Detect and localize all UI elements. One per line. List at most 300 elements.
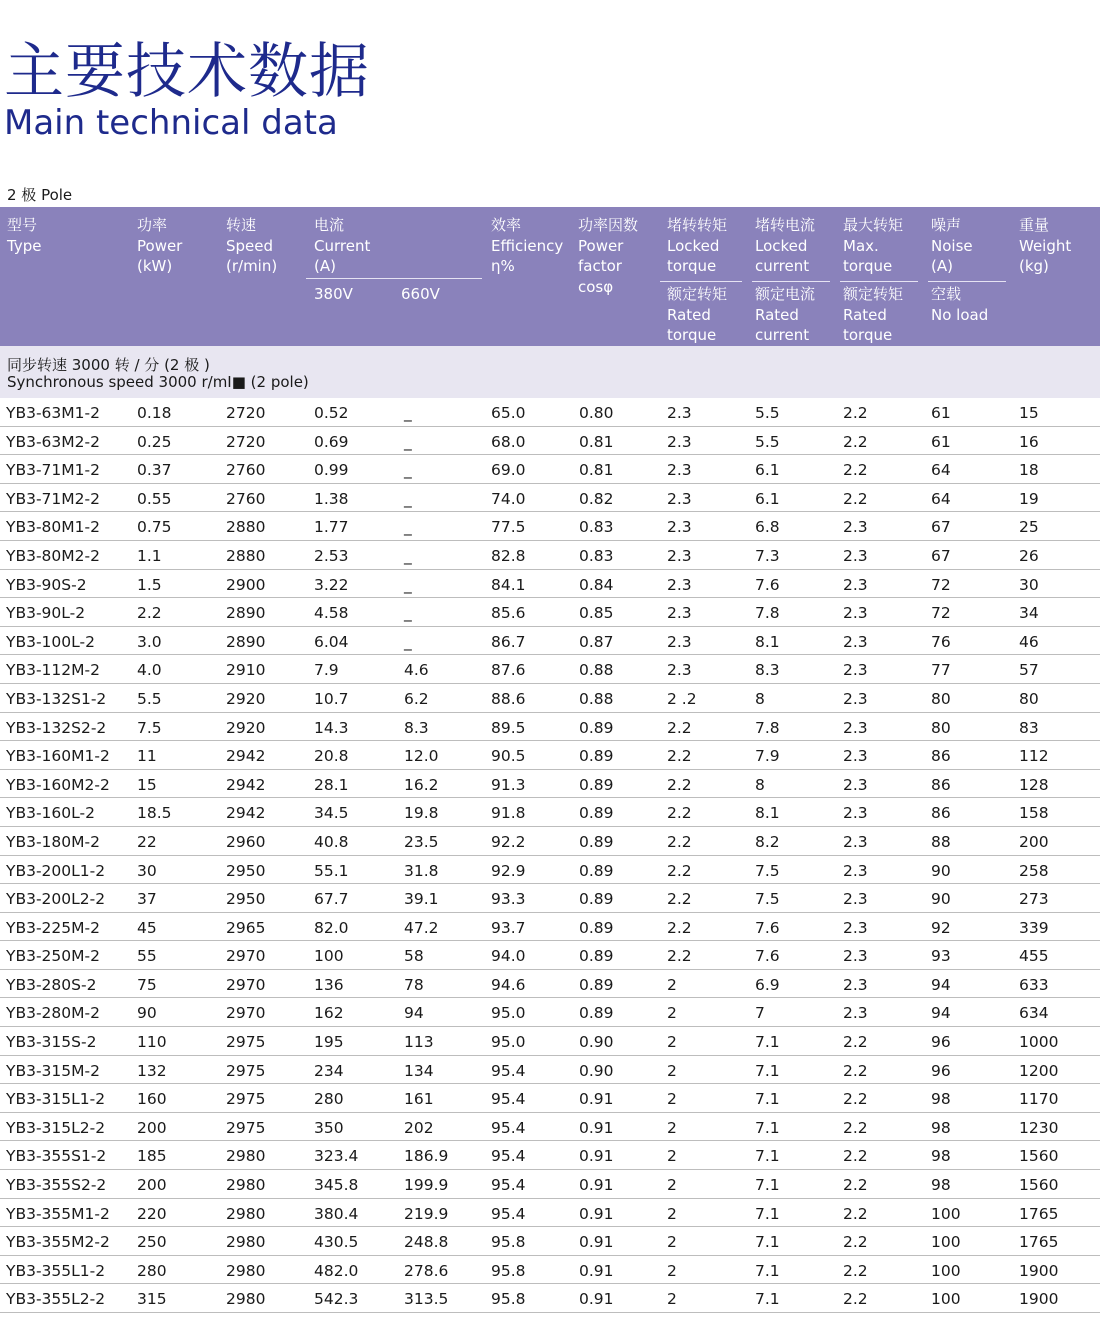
cell-model: YB3-250M-2 — [6, 947, 100, 966]
cell-current-380v: 345.8 — [314, 1176, 359, 1195]
cell-locked-current-ratio: 7.1 — [755, 1061, 780, 1080]
cell-model: YB3-315M-2 — [6, 1061, 100, 1080]
cell-locked-torque-ratio: 2 — [667, 975, 677, 994]
cell-power: 37 — [137, 890, 157, 909]
table-row — [0, 1027, 1100, 1056]
cell-locked-current-ratio: 7.5 — [755, 890, 780, 909]
cell-locked-current-ratio: 7.1 — [755, 1090, 780, 1109]
table-row — [0, 1170, 1100, 1199]
cell-noise: 100 — [931, 1261, 961, 1280]
cell-locked-torque-ratio: 2.3 — [667, 489, 692, 508]
cell-locked-current-ratio: 7.1 — [755, 1204, 780, 1223]
cell-current-660v: 23.5 — [404, 832, 439, 851]
cell-power: 3.0 — [137, 632, 162, 651]
current-divider — [306, 278, 482, 279]
cell-noise: 100 — [931, 1204, 961, 1223]
cell-current-380v: 323.4 — [314, 1147, 359, 1166]
cell-speed: 2980 — [226, 1233, 266, 1252]
cell-power: 280 — [137, 1261, 167, 1280]
cell-locked-current-ratio: 6.1 — [755, 489, 780, 508]
cell-efficiency: 95.4 — [491, 1090, 526, 1109]
cell-current-660v: 12.0 — [404, 747, 439, 766]
cell-locked-current-ratio: 7.1 — [755, 1147, 780, 1166]
cell-current-660v: 47.2 — [404, 918, 439, 937]
cell-power: 110 — [137, 1033, 167, 1052]
cell-current-660v: 186.9 — [404, 1147, 449, 1166]
cell-current-660v: 199.9 — [404, 1176, 449, 1195]
cell-power-factor: 0.91 — [579, 1176, 614, 1195]
cell-efficiency: 92.2 — [491, 832, 526, 851]
cell-speed: 2960 — [226, 832, 266, 851]
cell-weight: 1900 — [1019, 1290, 1059, 1309]
cell-efficiency: 95.8 — [491, 1261, 526, 1280]
cell-locked-torque-ratio: 2.2 — [667, 918, 692, 937]
cell-efficiency: 85.6 — [491, 604, 526, 623]
cell-speed: 2890 — [226, 604, 266, 623]
cell-speed: 2980 — [226, 1176, 266, 1195]
cell-model: YB3-200L1-2 — [6, 861, 106, 880]
cell-weight: 34 — [1019, 604, 1039, 623]
cell-locked-current-ratio: 6.1 — [755, 461, 780, 480]
table-row — [0, 770, 1100, 799]
cell-model: YB3-90S-2 — [6, 575, 87, 594]
cell-speed: 2900 — [226, 575, 266, 594]
cell-max-torque-ratio: 2.2 — [843, 1147, 868, 1166]
cell-speed: 2720 — [226, 432, 266, 451]
cell-model: YB3-355L1-2 — [6, 1261, 106, 1280]
cell-speed: 2980 — [226, 1290, 266, 1309]
cell-weight: 1560 — [1019, 1147, 1059, 1166]
cell-current-660v: 202 — [404, 1118, 434, 1137]
cell-speed: 2975 — [226, 1090, 266, 1109]
table-row — [0, 856, 1100, 885]
cell-weight: 634 — [1019, 1004, 1049, 1023]
cell-model: YB3-132S1-2 — [6, 689, 107, 708]
cell-noise: 98 — [931, 1090, 951, 1109]
cell-current-380v: 28.1 — [314, 775, 349, 794]
cell-power: 15 — [137, 775, 157, 794]
cell-power: 250 — [137, 1233, 167, 1252]
cell-weight: 19 — [1019, 489, 1039, 508]
cell-efficiency: 95.4 — [491, 1147, 526, 1166]
cell-power-factor: 0.89 — [579, 947, 614, 966]
table-row — [0, 1256, 1100, 1285]
cell-weight: 112 — [1019, 747, 1049, 766]
cell-locked-current-ratio: 8 — [755, 775, 765, 794]
cell-power-factor: 0.91 — [579, 1090, 614, 1109]
cell-current-380v: 1.77 — [314, 518, 349, 537]
table-row — [0, 398, 1100, 427]
cell-current-380v: 234 — [314, 1061, 344, 1080]
cell-locked-torque-ratio: 2 — [667, 1061, 677, 1080]
cell-power-factor: 0.83 — [579, 546, 614, 565]
header-locked-current: 堵转电流 Locked current — [755, 216, 816, 275]
cell-model: YB3-315L2-2 — [6, 1118, 106, 1137]
cell-max-torque-ratio: 2.3 — [843, 632, 868, 651]
cell-locked-torque-ratio: 2.3 — [667, 546, 692, 565]
cell-speed: 2760 — [226, 461, 266, 480]
max-torque-divider — [840, 281, 918, 282]
cell-locked-current-ratio: 7.1 — [755, 1033, 780, 1052]
cell-power: 45 — [137, 918, 157, 937]
cell-locked-torque-ratio: 2.3 — [667, 632, 692, 651]
cell-noise: 80 — [931, 718, 951, 737]
cell-current-380v: 0.69 — [314, 432, 349, 451]
cell-current-380v: 350 — [314, 1118, 344, 1137]
cell-locked-current-ratio: 8.1 — [755, 804, 780, 823]
cell-current-380v: 40.8 — [314, 832, 349, 851]
cell-noise: 77 — [931, 661, 951, 680]
cell-current-380v: 2.53 — [314, 546, 349, 565]
cell-max-torque-ratio: 2.2 — [843, 1033, 868, 1052]
cell-max-torque-ratio: 2.3 — [843, 747, 868, 766]
cell-model: YB3-132S2-2 — [6, 718, 107, 737]
cell-current-660v: _ — [404, 518, 412, 537]
cell-current-660v: 113 — [404, 1033, 434, 1052]
cell-current-380v: 195 — [314, 1033, 344, 1052]
cell-power-factor: 0.81 — [579, 461, 614, 480]
cell-max-torque-ratio: 2.2 — [843, 1261, 868, 1280]
cell-power: 4.0 — [137, 661, 162, 680]
cell-weight: 273 — [1019, 890, 1049, 909]
cell-efficiency: 94.0 — [491, 947, 526, 966]
cell-max-torque-ratio: 2.2 — [843, 1061, 868, 1080]
cell-noise: 100 — [931, 1290, 961, 1309]
cell-noise: 72 — [931, 604, 951, 623]
cell-weight: 633 — [1019, 975, 1049, 994]
cell-current-380v: 280 — [314, 1090, 344, 1109]
cell-max-torque-ratio: 2.3 — [843, 575, 868, 594]
cell-max-torque-ratio: 2.3 — [843, 546, 868, 565]
cell-max-torque-ratio: 2.3 — [843, 1004, 868, 1023]
table-row — [0, 884, 1100, 913]
cell-max-torque-ratio: 2.3 — [843, 832, 868, 851]
cell-efficiency: 95.4 — [491, 1204, 526, 1223]
cell-speed: 2980 — [226, 1147, 266, 1166]
header-weight: 重量 Weight (kg) — [1019, 216, 1072, 275]
cell-efficiency: 89.5 — [491, 718, 526, 737]
cell-speed: 2720 — [226, 404, 266, 422]
cell-efficiency: 94.6 — [491, 975, 526, 994]
table-row — [0, 427, 1100, 456]
cell-locked-torque-ratio: 2.3 — [667, 604, 692, 623]
header-rated-torque-2: 额定转矩 Rated torque — [843, 285, 904, 344]
cell-power: 132 — [137, 1061, 167, 1080]
cell-current-380v: 7.9 — [314, 661, 339, 680]
cell-locked-torque-ratio: 2.3 — [667, 518, 692, 537]
table-row — [0, 741, 1100, 770]
cell-current-660v: _ — [404, 632, 412, 651]
cell-power-factor: 0.84 — [579, 575, 614, 594]
cell-noise: 92 — [931, 918, 951, 937]
cell-weight: 18 — [1019, 461, 1039, 480]
cell-current-660v: 161 — [404, 1090, 434, 1109]
cell-noise: 86 — [931, 804, 951, 823]
header-no-load: 空载 No load — [931, 285, 989, 324]
cell-weight: 128 — [1019, 775, 1049, 794]
cell-current-380v: 0.99 — [314, 461, 349, 480]
cell-efficiency: 95.0 — [491, 1004, 526, 1023]
cell-locked-torque-ratio: 2 — [667, 1261, 677, 1280]
cell-locked-torque-ratio: 2.2 — [667, 747, 692, 766]
cell-power: 2.2 — [137, 604, 162, 623]
cell-max-torque-ratio: 2.3 — [843, 918, 868, 937]
cell-speed: 2970 — [226, 947, 266, 966]
cell-power: 90 — [137, 1004, 157, 1023]
cell-locked-current-ratio: 7.8 — [755, 718, 780, 737]
cell-current-380v: 55.1 — [314, 861, 349, 880]
header-power: 功率 Power (kW) — [137, 216, 183, 275]
cell-current-660v: 16.2 — [404, 775, 439, 794]
cell-model: YB3-200L2-2 — [6, 890, 106, 909]
table-row — [0, 941, 1100, 970]
cell-max-torque-ratio: 2.2 — [843, 432, 868, 451]
cell-model: YB3-63M2-2 — [6, 432, 100, 451]
cell-weight: 1560 — [1019, 1176, 1059, 1195]
header-current: 电流 Current (A) — [314, 216, 371, 275]
cell-weight: 1200 — [1019, 1061, 1059, 1080]
cell-power-factor: 0.85 — [579, 604, 614, 623]
cell-power-factor: 0.89 — [579, 804, 614, 823]
cell-current-660v: _ — [404, 604, 412, 623]
cell-max-torque-ratio: 2.2 — [843, 1204, 868, 1223]
cell-speed: 2890 — [226, 632, 266, 651]
cell-power-factor: 0.82 — [579, 489, 614, 508]
cell-locked-torque-ratio: 2.2 — [667, 804, 692, 823]
header-rated-torque: 额定转矩 Rated torque — [667, 285, 728, 344]
cell-speed: 2975 — [226, 1061, 266, 1080]
header-speed: 转速 Speed (r/min) — [226, 216, 278, 275]
cell-current-380v: 380.4 — [314, 1204, 359, 1223]
cell-weight: 1170 — [1019, 1090, 1059, 1109]
cell-current-660v: 278.6 — [404, 1261, 449, 1280]
cell-efficiency: 82.8 — [491, 546, 526, 565]
header-rated-current: 额定电流 Rated current — [755, 285, 816, 344]
cell-current-380v: 162 — [314, 1004, 344, 1023]
table-row — [0, 627, 1100, 656]
header-noise: 噪声 Noise (A) — [931, 216, 973, 275]
cell-power: 0.75 — [137, 518, 172, 537]
cell-noise: 98 — [931, 1176, 951, 1195]
cell-model: YB3-355S1-2 — [6, 1147, 107, 1166]
cell-efficiency: 91.3 — [491, 775, 526, 794]
cell-max-torque-ratio: 2.3 — [843, 604, 868, 623]
sync-speed-cn: 同步转速 3000 转 / 分 (2 极 ) — [7, 356, 210, 374]
cell-power-factor: 0.80 — [579, 404, 614, 422]
cell-locked-torque-ratio: 2.2 — [667, 947, 692, 966]
cell-locked-torque-ratio: 2 — [667, 1090, 677, 1109]
cell-current-660v: 6.2 — [404, 689, 429, 708]
table-row — [0, 998, 1100, 1027]
cell-power-factor: 0.91 — [579, 1147, 614, 1166]
cell-model: YB3-355M2-2 — [6, 1233, 110, 1252]
cell-efficiency: 86.7 — [491, 632, 526, 651]
cell-current-660v: _ — [404, 546, 412, 565]
cell-locked-current-ratio: 5.5 — [755, 404, 780, 422]
cell-speed: 2980 — [226, 1204, 266, 1223]
cell-current-660v: _ — [404, 575, 412, 594]
cell-weight: 83 — [1019, 718, 1039, 737]
cell-max-torque-ratio: 2.3 — [843, 890, 868, 909]
cell-current-380v: 34.5 — [314, 804, 349, 823]
cell-noise: 98 — [931, 1147, 951, 1166]
cell-locked-current-ratio: 6.8 — [755, 518, 780, 537]
cell-weight: 1765 — [1019, 1233, 1059, 1252]
cell-current-380v: 100 — [314, 947, 344, 966]
cell-model: YB3-160M1-2 — [6, 747, 110, 766]
cell-efficiency: 92.9 — [491, 861, 526, 880]
cell-locked-torque-ratio: 2.2 — [667, 890, 692, 909]
cell-max-torque-ratio: 2.2 — [843, 1233, 868, 1252]
cell-weight: 1765 — [1019, 1204, 1059, 1223]
cell-locked-torque-ratio: 2.3 — [667, 575, 692, 594]
cell-max-torque-ratio: 2.3 — [843, 689, 868, 708]
cell-locked-current-ratio: 7.9 — [755, 747, 780, 766]
cell-max-torque-ratio: 2.2 — [843, 461, 868, 480]
cell-current-660v: 94 — [404, 1004, 424, 1023]
cell-weight: 46 — [1019, 632, 1039, 651]
cell-locked-torque-ratio: 2 — [667, 1033, 677, 1052]
table-row — [0, 598, 1100, 627]
cell-power-factor: 0.89 — [579, 1004, 614, 1023]
cell-weight: 200 — [1019, 832, 1049, 851]
cell-weight: 258 — [1019, 861, 1049, 880]
cell-power-factor: 0.89 — [579, 832, 614, 851]
cell-noise: 90 — [931, 890, 951, 909]
cell-power-factor: 0.87 — [579, 632, 614, 651]
cell-speed: 2975 — [226, 1118, 266, 1137]
table-row — [0, 970, 1100, 999]
cell-current-380v: 136 — [314, 975, 344, 994]
cell-current-660v: 31.8 — [404, 861, 439, 880]
table-row — [0, 827, 1100, 856]
cell-model: YB3-160M2-2 — [6, 775, 110, 794]
cell-noise: 61 — [931, 404, 951, 422]
cell-power-factor: 0.88 — [579, 689, 614, 708]
cell-locked-torque-ratio: 2 — [667, 1147, 677, 1166]
cell-model: YB3-112M-2 — [6, 661, 100, 680]
cell-efficiency: 93.7 — [491, 918, 526, 937]
cell-power-factor: 0.89 — [579, 775, 614, 794]
cell-power-factor: 0.89 — [579, 718, 614, 737]
cell-model: YB3-90L-2 — [6, 604, 86, 623]
cell-speed: 2942 — [226, 775, 266, 794]
cell-locked-torque-ratio: 2 — [667, 1004, 677, 1023]
cell-weight: 57 — [1019, 661, 1039, 680]
header-type: 型号 Type — [7, 216, 42, 255]
cell-locked-current-ratio: 7.5 — [755, 861, 780, 880]
cell-speed: 2880 — [226, 518, 266, 537]
cell-speed: 2970 — [226, 1004, 266, 1023]
cell-noise: 93 — [931, 947, 951, 966]
header-max-torque: 最大转矩 Max. torque — [843, 216, 904, 275]
cell-efficiency: 95.0 — [491, 1033, 526, 1052]
cell-current-660v: _ — [404, 489, 412, 508]
cell-current-380v: 20.8 — [314, 747, 349, 766]
cell-power-factor: 0.81 — [579, 432, 614, 451]
table-header — [0, 207, 1100, 346]
cell-noise: 67 — [931, 518, 951, 537]
cell-power: 200 — [137, 1176, 167, 1195]
table-row — [0, 913, 1100, 942]
cell-locked-torque-ratio: 2 — [667, 1233, 677, 1252]
cell-efficiency: 68.0 — [491, 432, 526, 451]
header-efficiency: 效率 Efficiency η% — [491, 216, 564, 275]
cell-power: 0.37 — [137, 461, 172, 480]
cell-max-torque-ratio: 2.2 — [843, 1090, 868, 1109]
cell-power-factor: 0.91 — [579, 1204, 614, 1223]
cell-model: YB3-280S-2 — [6, 975, 97, 994]
cell-power-factor: 0.89 — [579, 861, 614, 880]
cell-efficiency: 90.5 — [491, 747, 526, 766]
cell-power: 11 — [137, 747, 157, 766]
cell-efficiency: 74.0 — [491, 489, 526, 508]
cell-locked-torque-ratio: 2 .2 — [667, 689, 697, 708]
cell-noise: 96 — [931, 1033, 951, 1052]
cell-locked-current-ratio: 7.3 — [755, 546, 780, 565]
cell-current-660v: 134 — [404, 1061, 434, 1080]
pole-label: 2 极 Pole — [7, 186, 73, 204]
cell-model: YB3-71M2-2 — [6, 489, 100, 508]
cell-efficiency: 93.3 — [491, 890, 526, 909]
cell-current-380v: 430.5 — [314, 1233, 359, 1252]
cell-power: 75 — [137, 975, 157, 994]
cell-locked-current-ratio: 7.6 — [755, 947, 780, 966]
cell-weight: 158 — [1019, 804, 1049, 823]
cell-current-660v: 4.6 — [404, 661, 429, 680]
cell-locked-current-ratio: 8.1 — [755, 632, 780, 651]
cell-max-torque-ratio: 2.3 — [843, 975, 868, 994]
cell-power-factor: 0.89 — [579, 918, 614, 937]
cell-weight: 455 — [1019, 947, 1049, 966]
cell-current-380v: 4.58 — [314, 604, 349, 623]
cell-power-factor: 0.83 — [579, 518, 614, 537]
cell-locked-torque-ratio: 2.2 — [667, 861, 692, 880]
cell-speed: 2970 — [226, 975, 266, 994]
cell-efficiency: 95.8 — [491, 1290, 526, 1309]
cell-current-380v: 482.0 — [314, 1261, 359, 1280]
cell-noise: 76 — [931, 632, 951, 651]
cell-locked-torque-ratio: 2.3 — [667, 404, 692, 422]
cell-model: YB3-315S-2 — [6, 1033, 97, 1052]
cell-weight: 16 — [1019, 432, 1039, 451]
cell-locked-current-ratio: 5.5 — [755, 432, 780, 451]
cell-current-380v: 82.0 — [314, 918, 349, 937]
cell-locked-torque-ratio: 2.2 — [667, 718, 692, 737]
cell-locked-torque-ratio: 2.3 — [667, 461, 692, 480]
table-row — [0, 484, 1100, 513]
cell-noise: 100 — [931, 1233, 961, 1252]
cell-noise: 94 — [931, 1004, 951, 1023]
cell-noise: 94 — [931, 975, 951, 994]
cell-current-660v: 248.8 — [404, 1233, 449, 1252]
cell-locked-current-ratio: 7.8 — [755, 604, 780, 623]
page-title — [4, 38, 370, 142]
table-row — [0, 455, 1100, 484]
cell-power: 0.18 — [137, 404, 172, 422]
cell-current-660v: _ — [404, 461, 412, 480]
table-row — [0, 684, 1100, 713]
cell-max-torque-ratio: 2.2 — [843, 1290, 868, 1309]
cell-power: 315 — [137, 1290, 167, 1309]
cell-power-factor: 0.91 — [579, 1118, 614, 1137]
cell-power: 160 — [137, 1090, 167, 1109]
table-row — [0, 1113, 1100, 1142]
cell-locked-current-ratio: 6.9 — [755, 975, 780, 994]
cell-locked-current-ratio: 7.1 — [755, 1290, 780, 1309]
cell-weight: 15 — [1019, 404, 1039, 422]
table-row — [0, 512, 1100, 541]
